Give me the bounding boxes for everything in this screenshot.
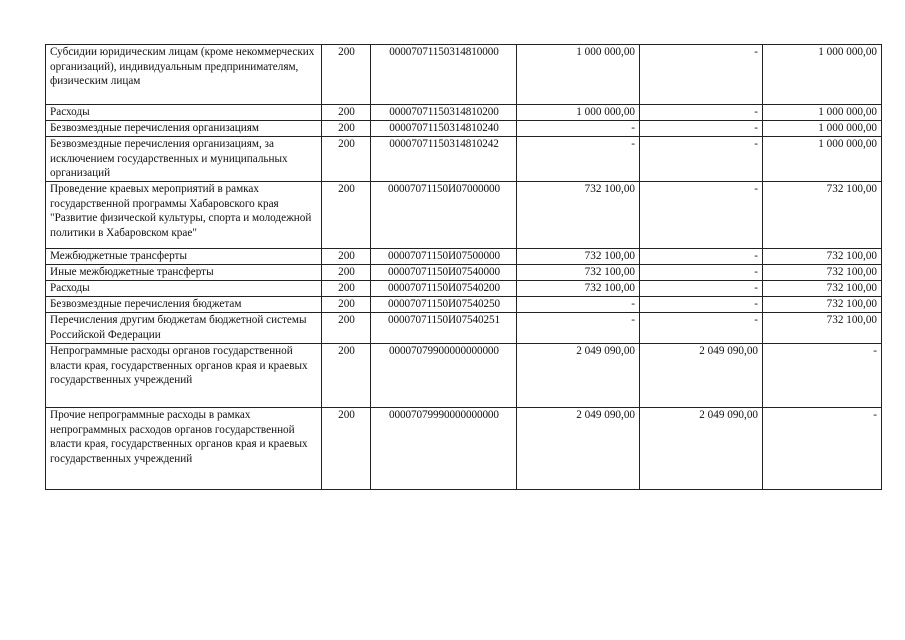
row-unexecuted: 732 100,00 (763, 265, 882, 281)
table-row (46, 265, 882, 281)
row-classification: 00007071150И07540200 (371, 281, 517, 297)
row-name: Иные межбюджетные трансферты (46, 265, 322, 281)
row-code: 200 (322, 45, 371, 105)
row-name: Непрограммные расходы органов государственной власти края, государственных органов края и краевых государственных учреждений (46, 344, 322, 408)
row-code: 200 (322, 281, 371, 297)
row-name: Расходы (46, 281, 322, 297)
row-name: Безвозмездные перечисления организациям (46, 121, 322, 137)
table-row (46, 105, 882, 121)
table-row (46, 281, 882, 297)
row-code: 200 (322, 313, 371, 344)
row-approved: - (517, 313, 640, 344)
row-unexecuted: 1 000 000,00 (763, 45, 882, 105)
row-unexecuted: 732 100,00 (763, 297, 882, 313)
row-approved: 2 049 090,00 (517, 408, 640, 490)
row-code: 200 (322, 105, 371, 121)
row-approved: - (517, 137, 640, 182)
row-unexecuted: 1 000 000,00 (763, 137, 882, 182)
row-classification: 00007079990000000000 (371, 408, 517, 490)
table-row (46, 313, 882, 344)
row-unexecuted: - (763, 344, 882, 408)
row-code: 200 (322, 137, 371, 182)
row-approved: 732 100,00 (517, 249, 640, 265)
row-code: 200 (322, 265, 371, 281)
row-name: Межбюджетные трансферты (46, 249, 322, 265)
row-approved: 1 000 000,00 (517, 105, 640, 121)
row-unexecuted: 732 100,00 (763, 281, 882, 297)
table-row (46, 344, 882, 408)
row-approved: - (517, 297, 640, 313)
row-code: 200 (322, 249, 371, 265)
row-unexecuted: 732 100,00 (763, 182, 882, 249)
row-name: Проведение краевых мероприятий в рамках государственной программы Хабаровского края "Развитие физической культуры, спорта и молодежной политики в Хабаровском крае" (46, 182, 322, 249)
row-name: Прочие непрограммные расходы в рамках непрограммных расходов органов государственной власти края, государственных органов края и краевых государственных учреждений (46, 408, 322, 490)
row-executed: - (640, 313, 763, 344)
row-unexecuted: 732 100,00 (763, 249, 882, 265)
row-code: 200 (322, 121, 371, 137)
row-executed: 2 049 090,00 (640, 408, 763, 490)
row-classification: 00007071150314810200 (371, 105, 517, 121)
table-row (46, 249, 882, 265)
row-approved: 732 100,00 (517, 265, 640, 281)
row-executed: - (640, 297, 763, 313)
row-code: 200 (322, 182, 371, 249)
row-executed: - (640, 45, 763, 105)
table-row (46, 182, 882, 249)
row-name: Перечисления другим бюджетам бюджетной системы Российской Федерации (46, 313, 322, 344)
row-approved: 732 100,00 (517, 182, 640, 249)
row-executed: - (640, 281, 763, 297)
row-classification: 00007071150И07540251 (371, 313, 517, 344)
row-classification: 00007071150И07540250 (371, 297, 517, 313)
row-name: Безвозмездные перечисления бюджетам (46, 297, 322, 313)
row-executed: - (640, 121, 763, 137)
budget-execution-table (45, 44, 882, 490)
row-code: 200 (322, 408, 371, 490)
row-unexecuted: - (763, 408, 882, 490)
row-classification: 00007079900000000000 (371, 344, 517, 408)
row-classification: 00007071150И07540000 (371, 265, 517, 281)
row-code: 200 (322, 344, 371, 408)
row-approved: 2 049 090,00 (517, 344, 640, 408)
row-classification: 00007071150314810242 (371, 137, 517, 182)
row-approved: 732 100,00 (517, 281, 640, 297)
table-row (46, 297, 882, 313)
row-executed: - (640, 249, 763, 265)
row-executed: - (640, 182, 763, 249)
row-code: 200 (322, 297, 371, 313)
row-approved: - (517, 121, 640, 137)
row-unexecuted: 1 000 000,00 (763, 121, 882, 137)
table-row (46, 408, 882, 490)
row-classification: 00007071150И07500000 (371, 249, 517, 265)
row-executed: - (640, 265, 763, 281)
row-classification: 00007071150314810240 (371, 121, 517, 137)
row-classification: 00007071150И07000000 (371, 182, 517, 249)
row-executed: 2 049 090,00 (640, 344, 763, 408)
table-row (46, 45, 882, 105)
table-row (46, 137, 882, 182)
row-unexecuted: 1 000 000,00 (763, 105, 882, 121)
row-executed: - (640, 105, 763, 121)
row-name: Расходы (46, 105, 322, 121)
row-name: Безвозмездные перечисления организациям, за исключением государственных и муниципальных организаций (46, 137, 322, 182)
row-name: Субсидии юридическим лицам (кроме некоммерческих организаций), индивидуальным предпринимателям, физическим лицам (46, 45, 322, 105)
row-approved: 1 000 000,00 (517, 45, 640, 105)
table-row (46, 121, 882, 137)
row-unexecuted: 732 100,00 (763, 313, 882, 344)
row-executed: - (640, 137, 763, 182)
row-classification: 00007071150314810000 (371, 45, 517, 105)
